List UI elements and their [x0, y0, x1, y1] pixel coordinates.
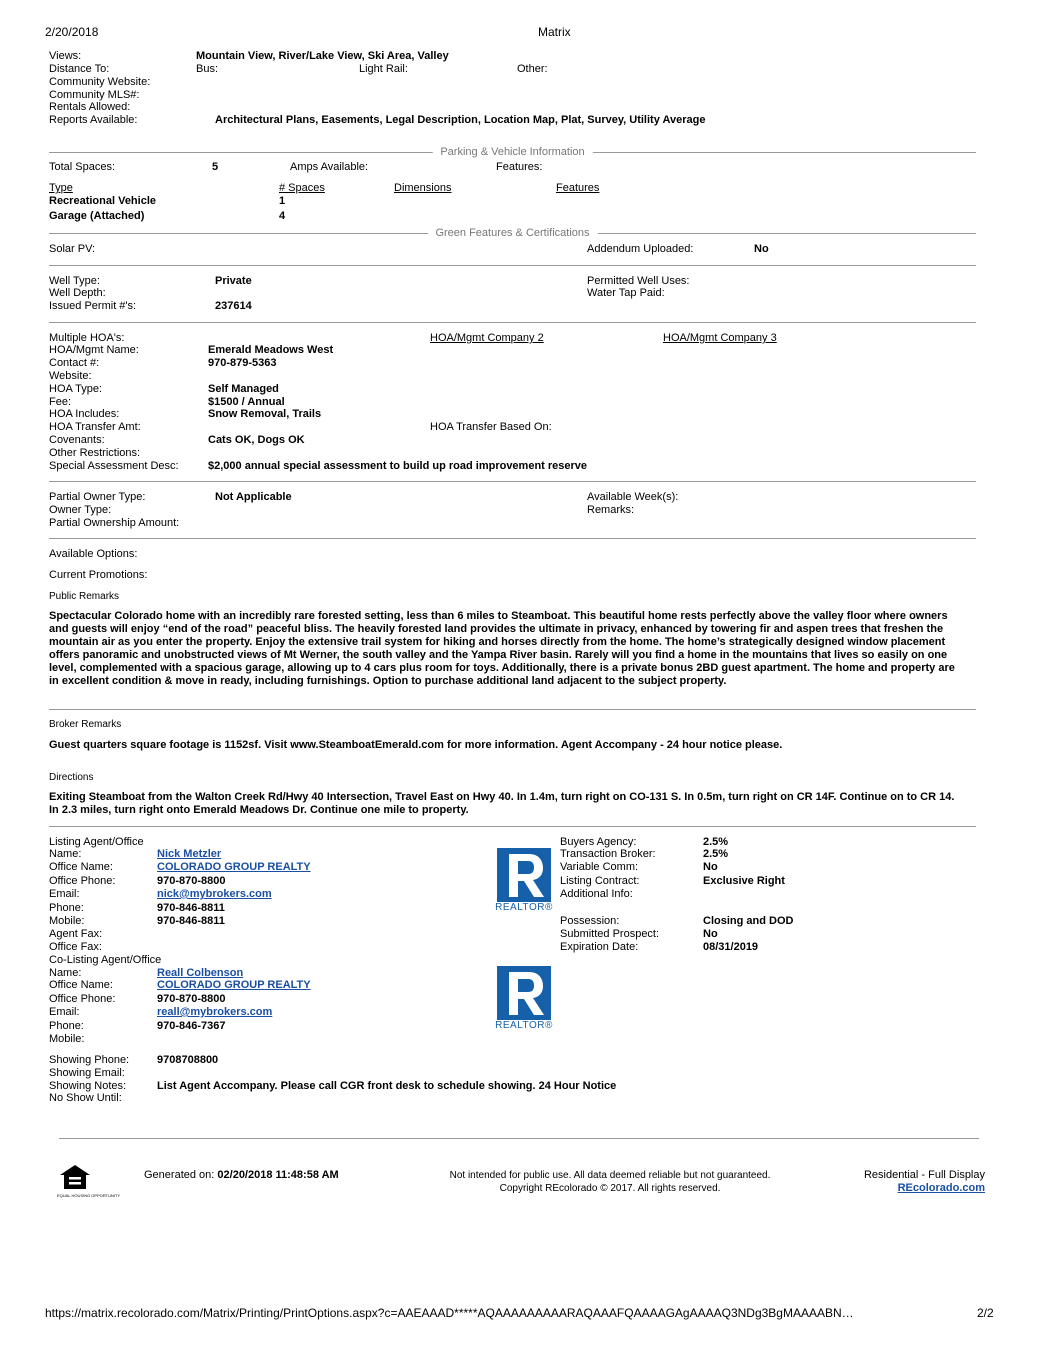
realtor-r-icon: [497, 848, 551, 902]
covenants-label: Covenants:: [49, 434, 105, 446]
colisting-phone-value: 970-846-7367: [157, 1020, 226, 1032]
colisting-agent-heading: Co-Listing Agent/Office: [49, 954, 162, 966]
special-assessment-label: Special Assessment Desc:: [49, 460, 179, 472]
available-weeks-label: Available Week(s):: [587, 491, 679, 503]
colisting-office-label: Office Name:: [49, 979, 113, 991]
print-page-number: 2/2: [977, 1306, 994, 1320]
hoa-transfer-amt-label: HOA Transfer Amt:: [49, 421, 141, 433]
equal-housing-logo: [57, 1163, 121, 1198]
disclaimer-line1: Not intended for public use. All data deemed reliable but not guaranteed.: [449, 1170, 771, 1181]
listing-phone-label: Phone:: [49, 902, 84, 914]
light-rail-label: Light Rail:: [359, 63, 408, 75]
colisting-office-link[interactable]: COLORADO GROUP REALTY: [157, 979, 311, 991]
well-type-label: Well Type:: [49, 275, 100, 287]
well-type-value: Private: [215, 275, 252, 287]
showing-phone-label: Showing Phone:: [49, 1054, 130, 1066]
permit-label: Issued Permit #'s:: [49, 300, 137, 312]
water-tap-label: Water Tap Paid:: [587, 287, 665, 299]
distance-label: Distance To:: [49, 63, 110, 75]
equal-housing-icon: [57, 1163, 93, 1191]
listing-office-phone-label: Office Phone:: [49, 875, 116, 887]
equal-housing-text: EQUAL HOUSING OPPORTUNITY: [57, 1193, 121, 1198]
print-date: 2/20/2018: [45, 25, 99, 39]
expiration-value: 08/31/2019: [703, 941, 759, 953]
parking-section-header: [49, 146, 976, 160]
solar-label: Solar PV:: [49, 243, 96, 255]
parking-row-type: Garage (Attached): [49, 210, 145, 222]
addendum-label: Addendum Uploaded:: [587, 243, 694, 255]
broker-remarks-text: Guest quarters square footage is 1152sf. Visit www.SteamboatEmerald.com for more information. Agent Accompany - 24 hour notice please.: [49, 739, 783, 751]
current-promotions-label: Current Promotions:: [49, 569, 148, 581]
realtor-logo: [495, 848, 553, 913]
well-depth-label: Well Depth:: [49, 287, 106, 299]
divider: [49, 538, 976, 539]
divider: [49, 481, 976, 482]
listing-agent-heading: Listing Agent/Office: [49, 836, 144, 848]
listing-agent-name-link[interactable]: Nick Metzler: [157, 848, 222, 860]
divider: [49, 322, 976, 323]
additional-info-label: Additional Info:: [560, 888, 633, 900]
recolorado-link[interactable]: REcolorado.com: [897, 1182, 985, 1194]
hoa-contact-value: 970-879-5363: [208, 357, 277, 369]
directions-heading: Directions: [49, 772, 94, 783]
office-fax-label: Office Fax:: [49, 941, 102, 953]
partial-remarks-label: Remarks:: [587, 504, 635, 516]
hoa-name-value: Emerald Meadows West: [208, 344, 334, 356]
realtor-logo: [495, 966, 553, 1031]
disclaimer-line2: Copyright REcolorado © 2017. All rights reserved.: [499, 1183, 721, 1194]
hoa-includes-value: Snow Removal, Trails: [208, 408, 322, 420]
special-assessment-value: $2,000 annual special assessment to build up road improvement reserve: [208, 460, 588, 472]
submitted-prospect-label: Submitted Prospect:: [560, 928, 660, 940]
col-features-header: Features: [556, 182, 600, 194]
reports-value: Architectural Plans, Easements, Legal Description, Location Map, Plat, Survey, Utility Average: [215, 114, 706, 126]
colisting-name-label: Name:: [49, 967, 82, 979]
listing-office-label: Office Name:: [49, 861, 113, 873]
multiple-hoa-label: Multiple HOA's:: [49, 332, 125, 344]
listing-email-link[interactable]: nick@mybrokers.com: [157, 888, 272, 900]
showing-email-label: Showing Email:: [49, 1067, 125, 1079]
realtor-logo-text: REALTOR®: [495, 1020, 553, 1031]
hoa-includes-label: HOA Includes:: [49, 408, 120, 420]
available-options-label: Available Options:: [49, 548, 138, 560]
display-type: Residential - Full Display: [863, 1169, 985, 1181]
print-title: Matrix: [538, 25, 571, 39]
permit-value: 237614: [215, 300, 252, 312]
footer-divider: [59, 1138, 979, 1139]
covenants-value: Cats OK, Dogs OK: [208, 434, 305, 446]
parking-section-title: Parking & Vehicle Information: [432, 146, 592, 159]
partial-amount-label: Partial Ownership Amount:: [49, 517, 180, 529]
amps-label: Amps Available:: [290, 161, 369, 173]
generated-on: [144, 1169, 339, 1182]
hoa-type-value: Self Managed: [208, 383, 279, 395]
parking-features-label: Features:: [496, 161, 543, 173]
hoa-fee-label: Fee:: [49, 396, 72, 408]
public-remarks-heading: Public Remarks: [49, 591, 120, 602]
public-remarks-text: Spectacular Colorado home with an incredibly rare forested setting, less than 6 miles to Steamboat. This beautiful home rests perfectly above the valley floor where owners and guests will enjoy “end of the road” peaceful bliss. The heavily forested land provides the ultimate in privacy, enhanced by towering fir and aspen trees that freshen the mountain air as you enter the property. Enjoy the extensive trail system for hiking and horses directly from the home. The home’s strategically designed window placement offers panoramic and unobstructed views of Mt Werner, the south valley and the Yampa River basin. Rarely will you find a home in the mountains that lives so easily on one level, complemented with a spacious garage, allowing up to 4 cars plus room for toys. Additionally, there is a private bonus 2BD guest apartment. The home and property are in excellent condition & move in ready, including furnishings. Option to purchase additional land adjacent to the subject property.: [49, 610, 955, 687]
colisting-email-link[interactable]: reall@mybrokers.com: [157, 1006, 273, 1018]
rentals-label: Rentals Allowed:: [49, 101, 131, 113]
parking-row-type: Recreational Vehicle: [49, 195, 156, 207]
listing-phone-value: 970-846-8811: [157, 902, 225, 914]
partial-owner-type-value: Not Applicable: [215, 491, 292, 503]
permitted-uses-label: Permitted Well Uses:: [587, 275, 690, 287]
parking-row-spaces: 1: [279, 195, 286, 207]
broker-remarks-heading: Broker Remarks: [49, 719, 122, 730]
hoa-type-label: HOA Type:: [49, 383, 102, 395]
hoa-website-label: Website:: [49, 370, 92, 382]
buyers-agency-label: Buyers Agency:: [560, 836, 637, 848]
variable-comm-value: No: [703, 861, 718, 873]
listing-mobile-value: 970-846-8811: [157, 915, 225, 927]
showing-phone-value: 9708708800: [157, 1054, 219, 1066]
hoa-fee-value: $1500 / Annual: [208, 396, 285, 408]
owner-type-label: Owner Type:: [49, 504, 112, 516]
green-section-title: Green Features & Certifications: [427, 227, 597, 240]
generated-label: Generated on:: [144, 1169, 215, 1181]
community-website-label: Community Website:: [49, 76, 151, 88]
possession-value: Closing and DOD: [703, 915, 794, 927]
views-value: Mountain View, River/Lake View, Ski Area, Valley: [196, 50, 449, 62]
other-label: Other:: [517, 63, 548, 75]
print-url: https://matrix.recolorado.com/Matrix/Printing/PrintOptions.aspx?c=AAEAAAD*****AQAAAAAAAAARAQAAAFQAAAAGAgAAAAQ3NDg3BgMAAAABN…: [45, 1306, 854, 1320]
no-show-until-label: No Show Until:: [49, 1092, 122, 1104]
addendum-value: No: [754, 243, 769, 255]
reports-label: Reports Available:: [49, 114, 138, 126]
submitted-prospect-value: No: [703, 928, 718, 940]
colisting-agent-name-link[interactable]: Reall Colbenson: [157, 967, 244, 979]
community-mls-label: Community MLS#:: [49, 89, 140, 101]
directions-text: Exiting Steamboat from the Walton Creek Rd/Hwy 40 Intersection, Travel East on Hwy 40. In 1.4m, turn right on CO-131 S. In 0.5m, turn right on CR 14F. Continue on to CR 14. In 2.3 miles, turn right onto Emerald Meadows Dr. Continue one mile to property.: [49, 791, 955, 816]
generated-value: 02/20/2018 11:48:58 AM: [217, 1169, 339, 1181]
divider: [49, 265, 976, 266]
green-section-header: [49, 227, 976, 241]
col-type-header: Type: [49, 182, 73, 194]
buyers-agency-value: 2.5%: [703, 836, 729, 848]
col-spaces-header: # Spaces: [279, 182, 325, 194]
col-dimensions-header: Dimensions: [394, 182, 452, 194]
divider: [49, 709, 976, 710]
colisting-office-phone-label: Office Phone:: [49, 993, 116, 1005]
transaction-broker-label: Transaction Broker:: [560, 848, 656, 860]
colisting-email-label: Email:: [49, 1006, 80, 1018]
hoa-company3-header: HOA/Mgmt Company 3: [663, 332, 777, 344]
colisting-office-phone-value: 970-870-8800: [157, 993, 226, 1005]
transaction-broker-value: 2.5%: [703, 848, 729, 860]
hoa-contact-label: Contact #:: [49, 357, 100, 369]
realtor-r-icon: [497, 966, 551, 1020]
listing-mobile-label: Mobile:: [49, 915, 85, 927]
listing-office-link[interactable]: COLORADO GROUP REALTY: [157, 861, 311, 873]
parking-row-spaces: 4: [279, 210, 286, 222]
showing-notes-label: Showing Notes:: [49, 1080, 127, 1092]
hoa-transfer-based-label: HOA Transfer Based On:: [430, 421, 552, 433]
listing-contract-label: Listing Contract:: [560, 875, 640, 887]
other-restrictions-label: Other Restrictions:: [49, 447, 141, 459]
partial-owner-type-label: Partial Owner Type:: [49, 491, 146, 503]
total-spaces-label: Total Spaces:: [49, 161, 116, 173]
divider: [49, 826, 976, 827]
views-label: Views:: [49, 50, 82, 62]
listing-email-label: Email:: [49, 888, 80, 900]
variable-comm-label: Variable Comm:: [560, 861, 639, 873]
total-spaces-value: 5: [212, 161, 219, 173]
listing-office-phone-value: 970-870-8800: [157, 875, 226, 887]
bus-label: Bus:: [196, 63, 219, 75]
listing-contract-value: Exclusive Right: [703, 875, 785, 887]
colisting-phone-label: Phone:: [49, 1020, 84, 1032]
hoa-company2-header: HOA/Mgmt Company 2: [430, 332, 544, 344]
showing-notes-value: List Agent Accompany. Please call CGR front desk to schedule showing. 24 Hour Notice: [157, 1080, 617, 1092]
realtor-logo-text: REALTOR®: [495, 902, 553, 913]
colisting-mobile-label: Mobile:: [49, 1033, 85, 1045]
agent-fax-label: Agent Fax:: [49, 928, 103, 940]
possession-label: Possession:: [560, 915, 620, 927]
listing-name-label: Name:: [49, 848, 82, 860]
expiration-label: Expiration Date:: [560, 941, 639, 953]
hoa-name-label: HOA/Mgmt Name:: [49, 344, 139, 356]
